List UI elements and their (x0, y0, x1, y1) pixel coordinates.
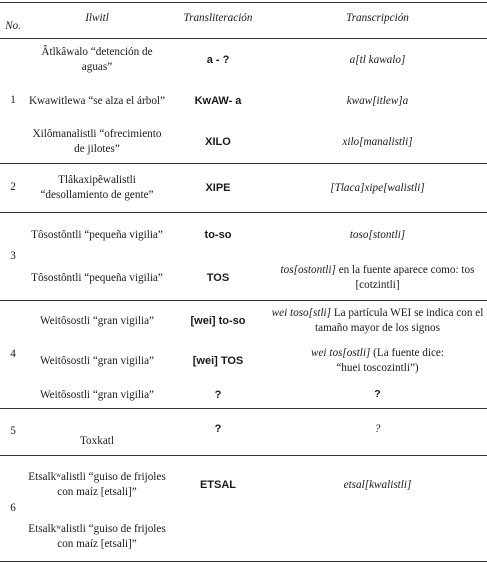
transcription-main: ? (374, 388, 381, 401)
transcription-note: en la fuente aparece como: tos [cotzintli] (335, 264, 475, 291)
bottom-rule (0, 561, 487, 562)
ilwitl-cell: Toxkatl (79, 434, 114, 447)
ilwitl-cell: Tôsostôntli “pequeña vigilia” (31, 228, 163, 241)
header-transliteracion: Transliteración (183, 11, 253, 24)
group-number: 5 (10, 424, 16, 437)
transcription-main: wei tos[ostli] (311, 347, 371, 360)
transcription-note: La partícula WEI se indica con el tamaño mayor de los signos (315, 307, 484, 334)
group-number: 6 (10, 501, 16, 514)
group-rule-2 (0, 212, 487, 213)
transliteration-cell: XIPE (205, 181, 231, 194)
transcription-main: a[tl kawalo] (349, 53, 406, 66)
transcription-main: etsal[kwalistli] (343, 478, 412, 491)
transliteration-cell: XILO (205, 135, 231, 148)
transcription-main: toso[stontli] (349, 228, 406, 241)
group-number: 2 (10, 181, 16, 194)
group-rule-3 (0, 300, 487, 301)
transcription-cell (268, 418, 487, 440)
ilwitl-cell: Âtlkâwalo “detención de aguas” (41, 46, 153, 73)
transcription-cell (268, 383, 487, 407)
transliteration-cell: [wei] TOS (192, 354, 244, 367)
group-number: 3 (10, 249, 16, 262)
transliteration-cell: ? (214, 422, 222, 435)
transliteration-cell: a - ? (206, 53, 230, 66)
group-number: 4 (10, 347, 16, 360)
transcription-cell (268, 460, 487, 510)
transcription-main: xilo[manalistli] (342, 135, 413, 148)
header-no: No. (5, 19, 21, 32)
group-rule-1 (0, 163, 487, 164)
transliteration-cell: ? (214, 388, 222, 401)
transliteration-cell: KwAW- a (194, 94, 242, 107)
ilwitl-cell: Weitôsostli “gran vigilia” (39, 388, 155, 401)
top-rule (0, 2, 487, 3)
group-number: 1 (10, 94, 16, 107)
transcription-cell (268, 302, 487, 340)
transliteration-cell: ETSAL (199, 478, 237, 491)
transcription-cell (268, 341, 487, 381)
ilwitl-cell: Etsalkʷalistli “guiso de frijoles con maíz [etsali]” (28, 523, 166, 550)
transcription-cell (268, 214, 487, 256)
transcription-note: (La fuente dice: “huei toscozintli”) (336, 347, 444, 374)
transcription-main: kwaw[itlew]a (346, 94, 409, 107)
group-rule-4 (0, 408, 487, 409)
header-transcripcion: Transcripción (346, 11, 409, 24)
transcription-cell (268, 80, 487, 122)
transliteration-cell: [wei] to-so (190, 314, 246, 327)
ilwitl-cell: Tlâkaxipêwalistli “desollamiento de gente” (40, 174, 154, 201)
ilwitl-cell: Weitôsostli “gran vigilia” (39, 354, 155, 367)
group-rule-5 (0, 455, 487, 456)
transcription-cell (268, 257, 487, 299)
ilwitl-cell: Tôsostôntli “pequeña vigilia” (31, 271, 163, 284)
ilwitl-cell: Xilômanalistli “ofrecimiento de jilotes” (32, 128, 162, 155)
transliteration-cell: to-so (204, 228, 232, 241)
transcription-cell (268, 166, 487, 210)
header-rule (0, 38, 487, 39)
header-ilwitl: Ilwitl (85, 11, 109, 24)
ilwitl-cell: Weitôsostli “gran vigilia” (39, 314, 155, 327)
transliteration-cell: TOS (206, 271, 230, 284)
transcription-main: ? (374, 422, 381, 435)
transcription-main: wei toso[stli] (271, 307, 332, 320)
transcription-cell (268, 40, 487, 80)
transcription-main: tos[ostontli] (280, 264, 336, 277)
transcription-cell (268, 122, 487, 162)
ilwitl-cell: Etsalkʷalistli “guiso de frijoles con maíz [etsali]” (28, 471, 166, 498)
transcription-main: [Tlaca]xipe[walistli] (330, 181, 425, 194)
ilwitl-cell: Kwawitlewa “se alza el árbol” (28, 94, 166, 107)
